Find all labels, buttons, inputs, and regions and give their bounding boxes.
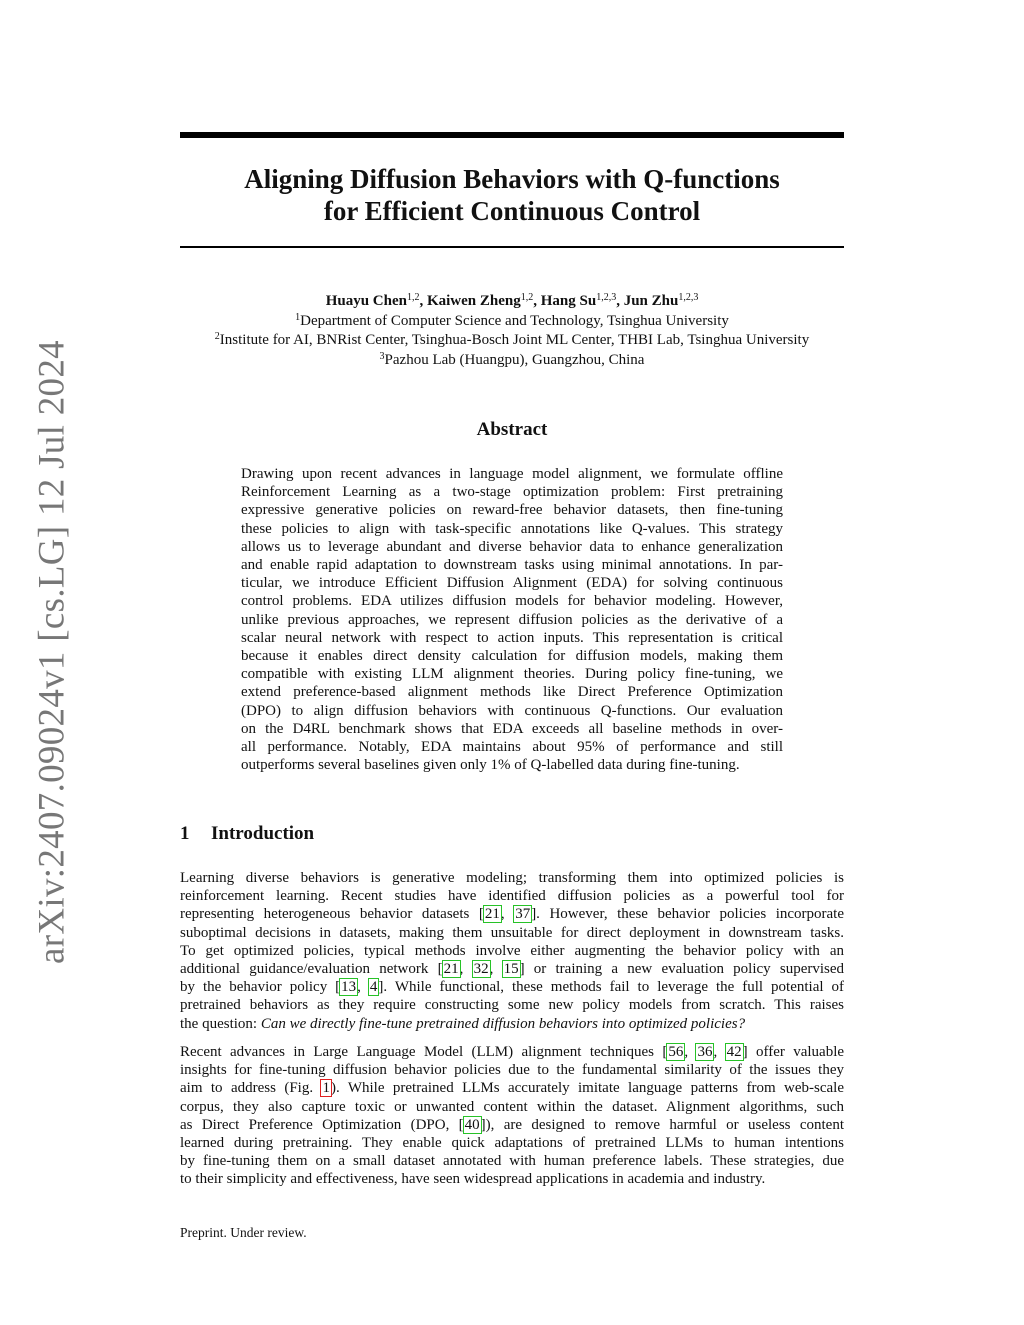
text-run: representing heterogeneous behavior datasets [ — [180, 906, 484, 923]
affiliation-marker: 3 — [379, 350, 385, 362]
abstract-heading: Abstract — [476, 419, 548, 440]
author-names — [100, 292, 924, 312]
citation-link[interactable]: 21 — [484, 906, 500, 923]
paragraph-line: to their simplicity and effectiveness, have seen widespread applications in academia and industry. — [180, 1171, 766, 1188]
affiliation — [100, 351, 924, 371]
paragraph-line: by fine-tuning them on a small dataset annotated with human preference labels. These strategies, due — [180, 1153, 844, 1170]
section-heading-introduction — [180, 823, 314, 845]
text-run: , — [459, 961, 473, 978]
figure-reference-link[interactable]: 1 — [322, 1080, 330, 1097]
text-run: the question: — [180, 1015, 261, 1032]
paper-title-line-2: for Efficient Continuous Control — [323, 196, 701, 226]
abstract-line: Drawing upon recent advances in language model alignment, we formulate offline — [241, 466, 783, 482]
author-affiliation-marker: 1,2,3 — [678, 292, 699, 303]
abstract-line: ticular, we introduce Efficient Diffusion Alignment (EDA) for solving continuous — [241, 575, 783, 592]
paragraph-line: Learning diverse behaviors is generative modeling; transforming them into optimized policies is — [180, 870, 844, 886]
affiliation — [100, 312, 924, 332]
citation-link[interactable]: 15 — [503, 961, 519, 978]
abstract-line: extend preference-based alignment methods like Direct Preference Optimization — [241, 684, 783, 701]
text-run: ]), are designed to remove harmful or useless content — [480, 1116, 844, 1133]
author-affiliation-marker: 1,2,3 — [596, 292, 617, 303]
citation-link[interactable]: 32 — [473, 961, 489, 978]
abstract-line: all performance. Notably, EDA maintains about 95% of performance and still — [241, 739, 783, 756]
paragraph-line: insights for fine-tuning diffusion behavior policies due to the fundamental similarity of the issues they — [180, 1062, 844, 1079]
paragraph-line — [180, 1043, 844, 1061]
paragraph-line — [180, 905, 844, 923]
footer-note: Preprint. Under review. — [180, 1225, 307, 1240]
abstract-line: Reinforcement Learning as a two-stage optimization problem: First pretraining — [241, 484, 783, 501]
abstract-line: (DPO) to align diffusion behaviors with continuous Q-functions. Our evaluation — [241, 702, 783, 719]
abstract-line: because it enables direct density calculation for diffusion models, making them — [241, 648, 783, 665]
author-affiliation-marker: 1,2 — [406, 292, 420, 303]
text-run: , — [713, 1044, 726, 1060]
citation-link[interactable]: 42 — [726, 1044, 742, 1060]
arxiv-identifier-stamp: arXiv:2407.09024v1 [cs.LG] 12 Jul 2024 — [31, 340, 73, 964]
paragraph-line: suboptimal decisions in datasets, making them unsuitable for direct deployment in downstream tasks. — [180, 924, 844, 941]
abstract-line: expressive generative policies on reward-free behavior datasets, then fine-tuning — [241, 502, 783, 519]
text-run: ). While pretrained LLMs accurately imitate language patterns from web-scale — [330, 1080, 844, 1097]
citation-link[interactable]: 40 — [464, 1116, 480, 1133]
author-separator: , — [533, 293, 541, 309]
research-question: Can we directly fine-tune pretrained diffusion behaviors into optimized policies? — [260, 1015, 746, 1032]
text-run: ]. However, these behavior policies incorporate — [531, 906, 845, 923]
citation-link[interactable]: 36 — [697, 1044, 713, 1060]
affiliation-text: Institute for AI, BNRist Center, Tsinghua-Bosch Joint ML Center, THBI Lab, Tsinghua University — [219, 332, 810, 348]
abstract-line: compatible with existing LLM alignment theories. During policy fine-tuning, we — [241, 666, 783, 683]
citation-link[interactable]: 37 — [515, 906, 531, 923]
abstract-line: unlike previous approaches, we represent diffusion policies as the derivative of a — [241, 611, 783, 628]
abstract-line: on the D4RL benchmark shows that EDA exceeds all baseline methods in over- — [241, 720, 783, 737]
paragraph-line — [180, 1079, 844, 1097]
paragraph-line: To get optimized policies, typical methods involve either augmenting the behavior policy with an — [180, 942, 844, 959]
paragraph-line: corpus, they also capture toxic or unwanted content within the dataset. Alignment algorithms, such — [180, 1098, 844, 1115]
abstract-line: control problems. EDA utilizes diffusion models for behavior modeling. However, — [241, 593, 783, 610]
paper-title — [180, 163, 844, 227]
author-name: Hang Su — [540, 293, 597, 309]
paragraph-line — [180, 1015, 844, 1033]
citation-link[interactable]: 56 — [668, 1044, 684, 1060]
author-separator: , — [616, 293, 624, 309]
text-run: ] or training a new evaluation policy supervised — [519, 961, 845, 978]
abstract-line: outperforms several baselines given only 1% of Q-labelled data during fine-tuning. — [241, 757, 740, 774]
intro-paragraph-2 — [180, 1043, 844, 1189]
intro-paragraph-1 — [180, 869, 844, 1033]
author-separator: , — [419, 293, 427, 309]
text-run: ] offer valuable — [742, 1044, 845, 1060]
text-run: , — [684, 1044, 697, 1060]
citation-link[interactable]: 21 — [443, 961, 459, 978]
paragraph-line: pretrained behaviors as they require constructing some new policy models from scratch. This raises — [180, 997, 844, 1014]
text-run: ]. While functional, these methods fail to leverage the full potential of — [378, 979, 844, 996]
section-number: 1 — [180, 823, 190, 844]
abstract-line: these policies to align with task-specific annotations like Q-values. This strategy — [241, 520, 783, 537]
title-rule-bottom — [180, 246, 844, 248]
author-name: Jun Zhu — [623, 293, 679, 309]
paragraph-line — [180, 1116, 844, 1134]
text-run: Recent advances in Large Language Model (LLM) alignment techniques [ — [180, 1044, 668, 1060]
citation-link[interactable]: 4 — [369, 979, 378, 996]
abstract-line: and enable rapid adaptation to downstream tasks using minimal annotations. In par- — [241, 557, 783, 574]
paragraph-line — [180, 960, 844, 978]
text-run: additional guidance/evaluation network [ — [180, 961, 443, 978]
paragraph-line — [180, 978, 844, 996]
title-rule-top — [180, 132, 844, 138]
abstract-line: scalar neural network with respect to action inputs. This representation is critical — [241, 629, 783, 646]
citation-link[interactable]: 13 — [341, 979, 357, 996]
paragraph-line: learned during pretraining. They enable quick adaptations of pretrained LLMs to human intentions — [180, 1135, 844, 1152]
abstract-body — [241, 465, 783, 774]
affiliation-text: Pazhou Lab (Huangpu), Guangzhou, China — [384, 351, 645, 368]
text-run: by the behavior policy [ — [180, 979, 341, 996]
author-name: Huayu Chen — [325, 293, 407, 309]
author-block — [100, 292, 924, 370]
affiliation-text: Department of Computer Science and Technology, Tsinghua University — [300, 312, 729, 329]
paragraph-line: reinforcement learning. Recent studies have identified diffusion policies as a powerful tool for — [180, 888, 844, 905]
paper-title-line-1: Aligning Diffusion Behaviors with Q-functions — [244, 164, 780, 194]
text-run: as Direct Preference Optimization (DPO, [ — [180, 1116, 464, 1133]
text-run: , — [500, 906, 515, 923]
abstract-line: allows us to leverage abundant and diverse behavior data to enhance generalization — [241, 538, 783, 555]
text-run: aim to address (Fig. — [180, 1080, 322, 1097]
affiliation — [100, 331, 924, 351]
author-name: Kaiwen Zheng — [426, 293, 521, 309]
text-run: , — [357, 979, 369, 996]
affiliation-marker: 1 — [295, 311, 301, 323]
affiliation-marker: 2 — [214, 331, 220, 342]
text-run: , — [489, 961, 503, 978]
author-affiliation-marker: 1,2 — [520, 292, 534, 303]
section-title: Introduction — [211, 823, 315, 844]
